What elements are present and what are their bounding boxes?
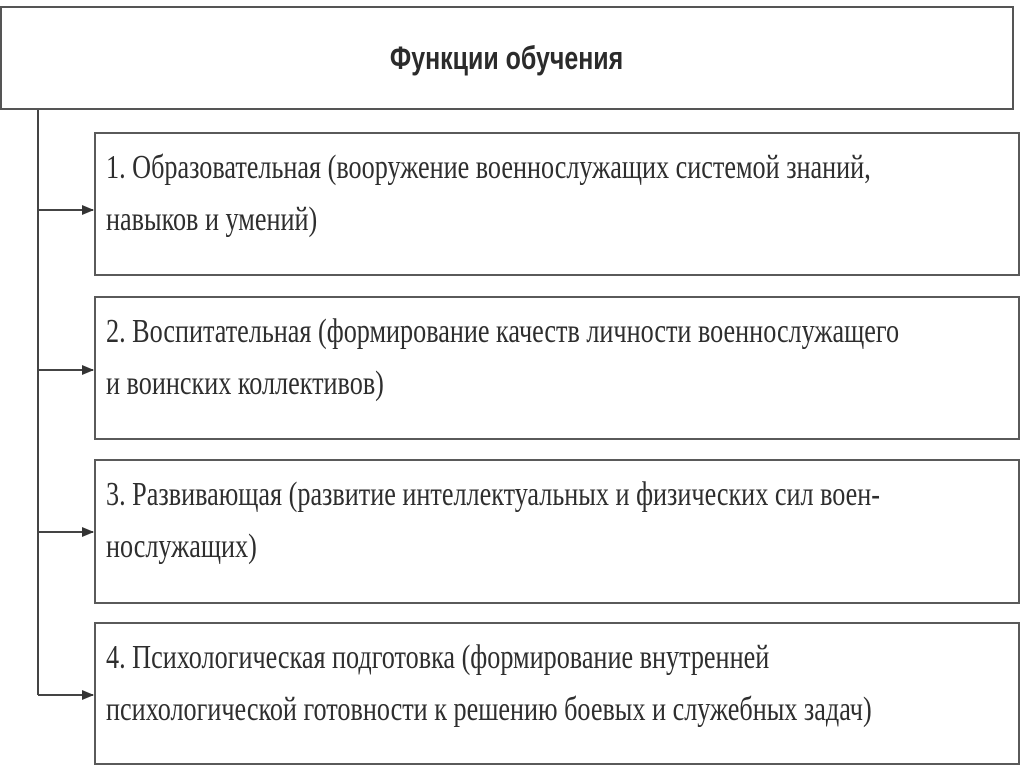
function-item-4-line-1: 4. Психологическая подготовка (формирование внутренней (106, 639, 770, 676)
function-item-2-line-1: 2. Воспитательная (формирование качеств личности военнослужащего (106, 313, 900, 350)
function-item-1-line-1: 1. Образовательная (вооружение военнослужащих системой знаний, (106, 149, 871, 186)
function-item-4-line-2: психологической готовности к решению боевых и служебных задач) (106, 691, 872, 728)
function-item-3 (94, 459, 1020, 604)
function-item-2-line-2: и воинских коллективов) (106, 365, 384, 402)
function-item-4-text (106, 632, 992, 736)
function-item-1-line-2: навыков и умений) (106, 201, 318, 238)
function-item-4 (94, 622, 1020, 765)
diagram-title: Функции обучения (390, 39, 624, 76)
function-item-3-text (106, 469, 992, 573)
function-item-1-text (106, 142, 992, 246)
diagram-title-box (0, 6, 1014, 110)
function-item-2 (94, 296, 1020, 440)
function-item-3-line-1: 3. Развивающая (развитие интеллектуальных и физических сил воен- (106, 476, 881, 513)
function-item-2-text (106, 306, 992, 410)
function-item-1 (94, 132, 1020, 276)
function-item-3-line-2: нослужащих) (106, 528, 257, 565)
